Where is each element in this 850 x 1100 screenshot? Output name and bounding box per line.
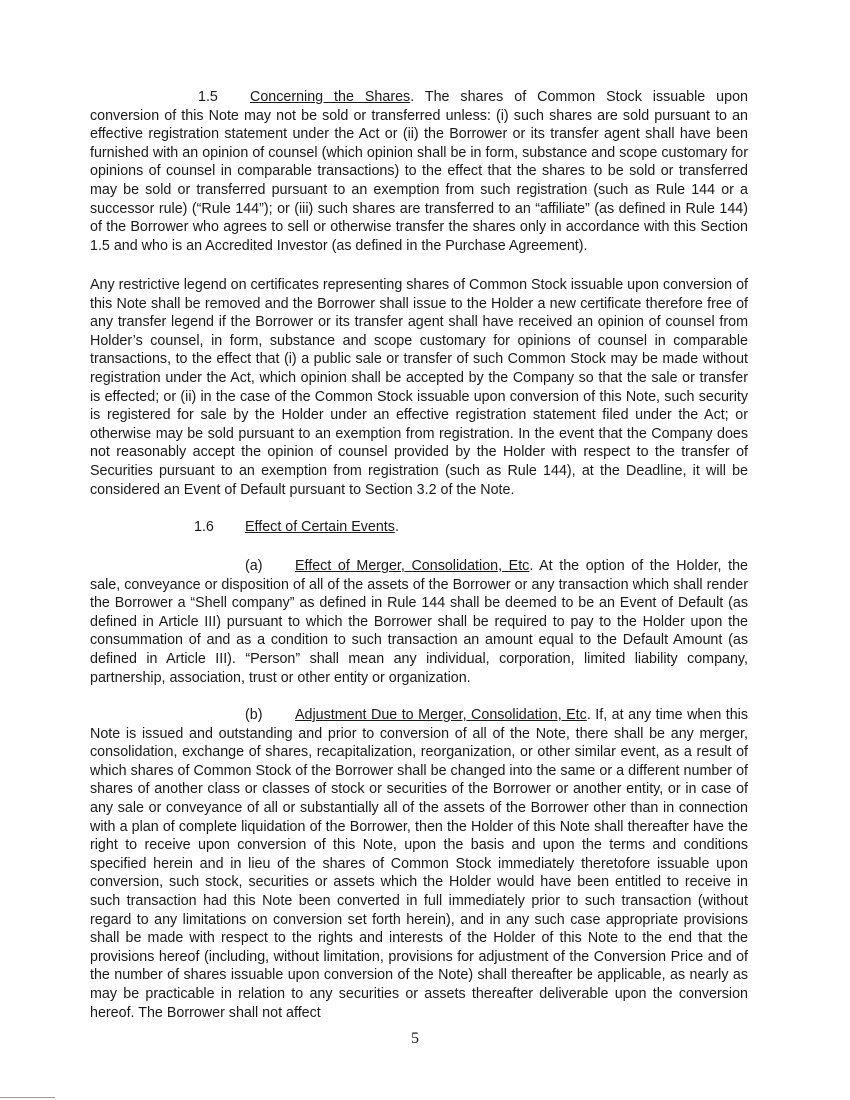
page-number: 5	[411, 1030, 419, 1047]
section-1-5	[90, 88, 748, 255]
section-heading: Effect of Certain Events	[245, 519, 395, 535]
subsection-body: . If, at any time when this Note is issued and outstanding and prior to conversion of all of the Note, there shall be any merger, consolidation, exchange of shares, recapitalization, reorganization, or other similar event, as a result of which shares of Common Stock of the Borrower shall be changed into the same or a different number of shares of another class or classes of stock or securities of the Borrower or another entity, or in case of any sale or conveyance of all or substantially all of the assets of the Borrower other than in connection with a plan of complete liquidation of the Borrower, then the Holder of this Note shall thereafter have the right to receive upon conversion of this Note, upon the basis and upon the terms and conditions specified herein and in lieu of the shares of Common Stock immediately theretofore issuable upon conversion, such stock, securities or assets which the Holder would have been entitled to receive in such transaction had this Note been converted in full immediately prior to such transaction (without regard to any limitations on conversion set forth herein), and in any such case appropriate provisions shall be made with respect to the rights and interests of the Holder of this Note to the end that the provisions hereof (including, without limitation, provisions for adjustment of the Conversion Price and of the number of shares issuable upon conversion of the Note) shall thereafter be applicable, as nearly as may be practicable in relation to any securities or assets thereafter deliverable upon the conversion hereof. The Borrower shall not affect	[90, 707, 748, 1021]
section-heading: Concerning the Shares	[250, 89, 411, 105]
subsection-heading: Effect of Merger, Consolidation, Etc	[295, 558, 530, 574]
section-number: 1.5	[198, 89, 218, 105]
restrictive-legend-paragraph	[90, 276, 748, 499]
subsection-body: . At the option of the Holder, the sale, conveyance or disposition of all of the assets of the Borrower or any transaction which shall render the Borrower a “Shell company” as defined in Rule 144 shall be deemed to be an Event of Default (as defined in Article III) pursuant to which the Borrower shall be required to pay to the Holder upon the consummation of and as a condition to such transaction an amount equal to the Default Amount (as defined in Article III). “Person” shall mean any individual, corporation, limited liability company, partnership, association, trust or other entity or organization.	[90, 558, 749, 686]
section-1-6	[90, 518, 748, 537]
scan-edge-line	[0, 1097, 55, 1098]
subsection-number: (b)	[245, 707, 263, 723]
section-number: 1.6	[194, 519, 214, 535]
section-heading-trail: .	[394, 519, 399, 535]
section-1-6-a	[90, 557, 748, 687]
paragraph-body: Any restrictive legend on certificates representing shares of Common Stock issuable upon conversion of this Note shall be removed and the Borrower shall issue to the Holder a new certificate therefore free of any transfer legend if the Borrower or its transfer agent shall have received an opinion of counsel from Holder’s counsel, in form, substance and scope customary for opinions of counsel in comparable transactions, to the effect that (i) a public sale or transfer of such Common Stock may be made without registration under the Act, which opinion shall be accepted by the Company so that the sale or transfer is effected; or (ii) in the case of the Common Stock issuable upon conversion of this Note, such security is registered for sale by the Holder under an effective registration statement filed under the Act; or otherwise may be sold pursuant to an exemption from registration. In the event that the Company does not reasonably accept the opinion of counsel provided by the Holder with respect to the transfer of Securities pursuant to an exemption from registration (such as Rule 144), at the Deadline, it will be considered an Event of Default pursuant to Section 3.2 of the Note.	[90, 277, 748, 498]
section-1-6-b	[90, 706, 748, 1022]
subsection-heading: Adjustment Due to Merger, Consolidation, Etc	[295, 707, 587, 723]
subsection-number: (a)	[245, 558, 263, 574]
section-body: . The shares of Common Stock issuable upon conversion of this Note may not be sold or transferred unless: (i) such shares are sold pursuant to an effective registration statement under the Act or (ii) the Borrower or its transfer agent shall have been furnished with an opinion of counsel (which opinion shall be in form, substance and scope customary for opinions of counsel in comparable transactions) to the effect that the shares to be sold or transferred may be sold or transferred pursuant to an exemption from such registration (such as Rule 144 or a successor rule) (“Rule 144”); or (iii) such shares are transferred to an “affiliate” (as defined in Rule 144) of the Borrower who agrees to sell or otherwise transfer the shares only in accordance with this Section 1.5 and who is an Accredited Investor (as defined in the Purchase Agreement).	[90, 89, 748, 254]
